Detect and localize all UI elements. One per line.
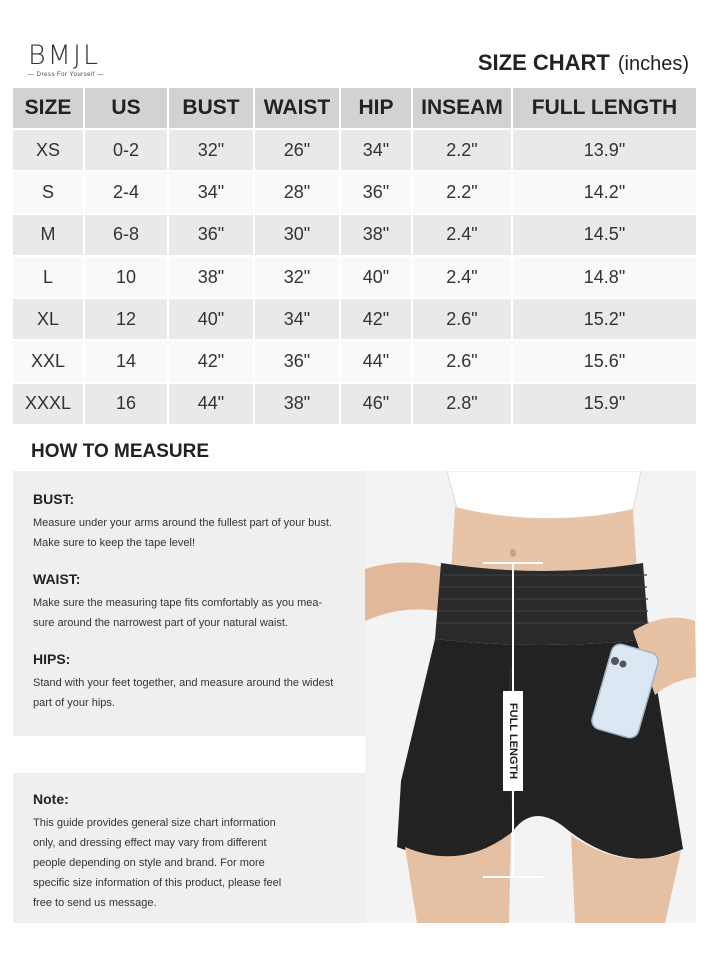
cell-bust: 38" xyxy=(168,256,254,298)
cell-size: XXL xyxy=(13,340,84,382)
hips-line-2: part of your hips. xyxy=(33,697,115,709)
header-size: SIZE xyxy=(13,88,84,129)
note-line-1: This guide provides general size chart information xyxy=(33,817,276,829)
shorts-model-illustration xyxy=(365,471,696,923)
cell-full-length: 14.8" xyxy=(512,256,696,298)
cell-full-length: 15.9" xyxy=(512,383,696,425)
cell-bust: 36" xyxy=(168,214,254,256)
cell-waist: 32" xyxy=(254,256,340,298)
cell-size: XXXL xyxy=(13,383,84,425)
note-line-5: free to send us message. xyxy=(33,897,157,909)
bust-instructions xyxy=(33,491,383,553)
table-row xyxy=(13,214,696,256)
note-line-2: only, and dressing effect may vary from different xyxy=(33,837,267,849)
cell-hip: 34" xyxy=(340,129,412,171)
cell-us: 12 xyxy=(84,298,168,340)
cell-us: 6-8 xyxy=(84,214,168,256)
cell-size: XS xyxy=(13,129,84,171)
cell-full-length: 14.5" xyxy=(512,214,696,256)
cell-size: S xyxy=(13,171,84,213)
cell-hip: 46" xyxy=(340,383,412,425)
cell-waist: 34" xyxy=(254,298,340,340)
cell-full-length: 15.2" xyxy=(512,298,696,340)
note-line-4: specific size information of this product, please feel xyxy=(33,877,282,889)
note-block xyxy=(33,791,333,913)
cell-inseam: 2.4" xyxy=(412,214,512,256)
hips-label: HIPS: xyxy=(33,651,71,667)
header-inseam: INSEAM xyxy=(412,88,512,129)
brand-tagline: — Dress For Yourself — xyxy=(28,72,104,78)
cell-full-length: 13.9" xyxy=(512,129,696,171)
header-us: US xyxy=(84,88,168,129)
cell-hip: 38" xyxy=(340,214,412,256)
cell-size: M xyxy=(13,214,84,256)
cell-size: L xyxy=(13,256,84,298)
cell-us: 16 xyxy=(84,383,168,425)
table-row xyxy=(13,340,696,382)
chart-units: (inches) xyxy=(617,53,689,75)
chart-title-text: SIZE CHART xyxy=(477,50,610,75)
size-chart-title xyxy=(478,50,689,76)
table-row xyxy=(13,256,696,298)
header-bust: BUST xyxy=(168,88,254,129)
table-row xyxy=(13,171,696,213)
cell-inseam: 2.6" xyxy=(412,298,512,340)
cell-waist: 26" xyxy=(254,129,340,171)
brand-logo xyxy=(28,42,128,78)
note-line-3: people depending on style and brand. For more xyxy=(33,857,265,869)
size-table-header xyxy=(13,88,696,129)
table-row xyxy=(13,383,696,425)
cell-hip: 40" xyxy=(340,256,412,298)
waist-line-1: Make sure the measuring tape fits comfortably as you mea- xyxy=(33,597,323,609)
cell-waist: 28" xyxy=(254,171,340,213)
cell-full-length: 14.2" xyxy=(512,171,696,213)
cell-us: 0-2 xyxy=(84,129,168,171)
cell-size: XL xyxy=(13,298,84,340)
cell-hip: 36" xyxy=(340,171,412,213)
cell-hip: 42" xyxy=(340,298,412,340)
cell-bust: 40" xyxy=(168,298,254,340)
hips-line-1: Stand with your feet together, and measure around the widest xyxy=(33,677,334,689)
cell-bust: 32" xyxy=(168,129,254,171)
waist-instructions xyxy=(33,571,383,633)
bust-line-1: Measure under your arms around the fullest part of your bust. xyxy=(33,517,332,529)
cell-inseam: 2.2" xyxy=(412,129,512,171)
size-table xyxy=(13,88,696,426)
cell-waist: 38" xyxy=(254,383,340,425)
cell-waist: 36" xyxy=(254,340,340,382)
waist-label: WAIST: xyxy=(33,571,81,587)
hips-instructions xyxy=(33,651,383,713)
cell-inseam: 2.4" xyxy=(412,256,512,298)
cell-bust: 34" xyxy=(168,171,254,213)
header-full-length: FULL LENGTH xyxy=(512,88,696,129)
cell-bust: 42" xyxy=(168,340,254,382)
cell-waist: 30" xyxy=(254,214,340,256)
brand-name: BMJL xyxy=(28,40,100,71)
note-label: Note: xyxy=(33,791,69,807)
full-length-label: FULL LENGTH xyxy=(507,702,520,780)
cell-full-length: 15.6" xyxy=(512,340,696,382)
cell-inseam: 2.2" xyxy=(412,171,512,213)
waist-line-2: sure around the narrowest part of your natural waist. xyxy=(33,617,288,629)
header-hip: HIP xyxy=(340,88,412,129)
cell-us: 14 xyxy=(84,340,168,382)
cell-bust: 44" xyxy=(168,383,254,425)
cell-us: 2-4 xyxy=(84,171,168,213)
bust-label: BUST: xyxy=(33,491,75,507)
cell-inseam: 2.8" xyxy=(412,383,512,425)
cell-hip: 44" xyxy=(340,340,412,382)
table-row xyxy=(13,129,696,171)
bust-line-2: Make sure to keep the tape level! xyxy=(33,537,196,549)
table-row xyxy=(13,298,696,340)
header-waist: WAIST xyxy=(254,88,340,129)
cell-us: 10 xyxy=(84,256,168,298)
how-to-measure-heading: HOW TO MEASURE xyxy=(31,441,210,462)
cell-inseam: 2.6" xyxy=(412,340,512,382)
